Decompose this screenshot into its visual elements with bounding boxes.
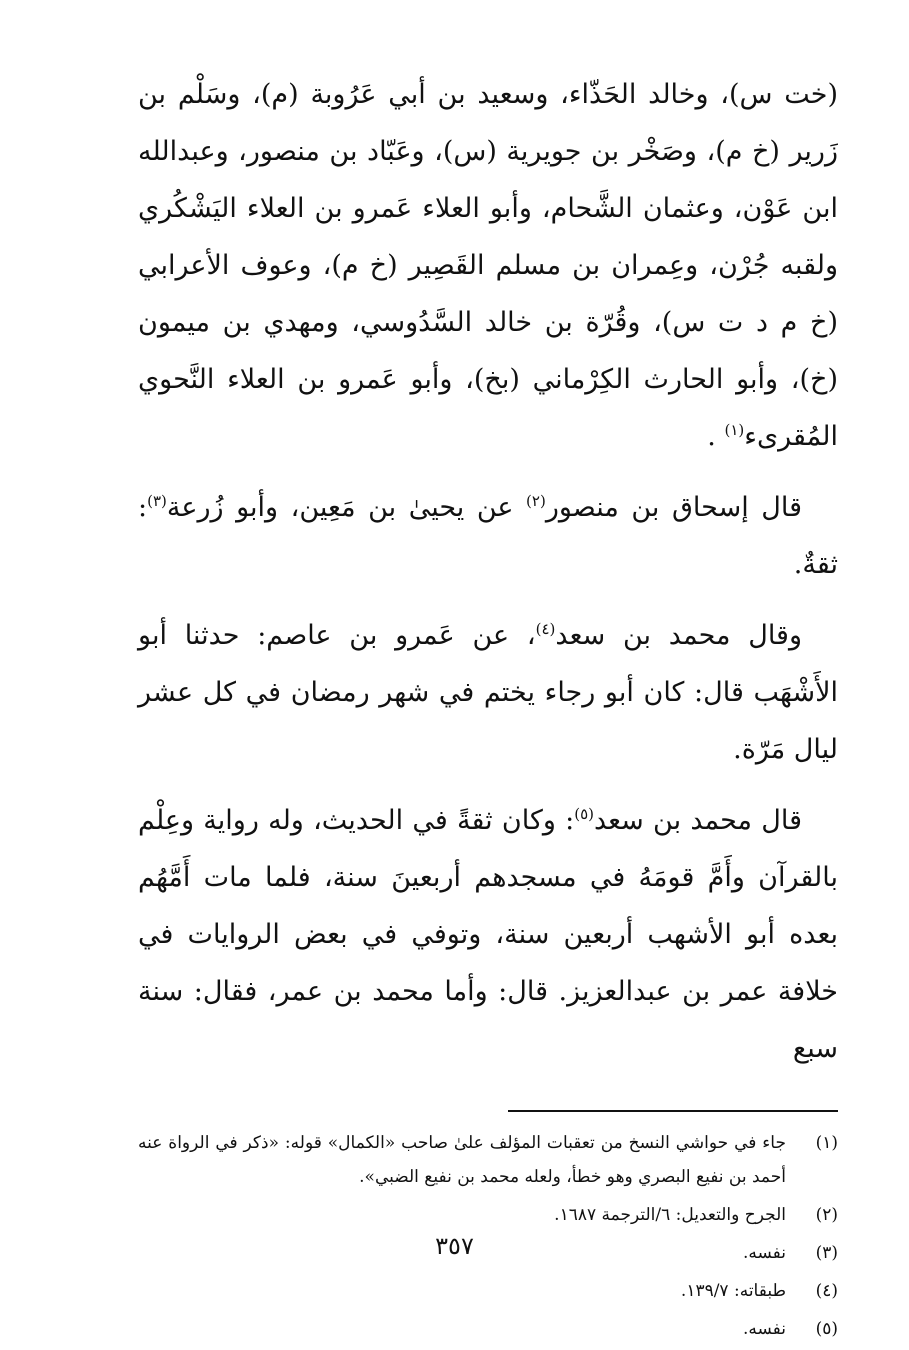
footnote-text: نفسه.: [742, 1319, 786, 1339]
paragraph-text: : وكان ثقةً في الحديث، وله رواية وعِلْم بالقرآن وأَمَّ قومَهُ في مسجدهم أربعينَ سنة، فلما مات أَمَّهُم بعده أبو الأشهب أربعين سنة، وتوفي في بعض الروايات في خلافة عمر بن عبدالعزيز. قال: وأما محمد بن عمر، فقال: سنة سبع: [138, 805, 838, 1064]
footnote-1: [138, 1126, 838, 1194]
footnote-ref-1[interactable]: (١): [724, 421, 745, 439]
footnote-number: (٣): [815, 1243, 838, 1263]
footnote-number: (٥): [815, 1319, 838, 1339]
footnote-4: [138, 1274, 838, 1308]
paragraph-text: (خت س)، وخالد الحَذّاء، وسعيد بن أبي عَرُوبة (م)، وسَلْم بن زَرير (خ م)، وصَخْر بن جويرية (س)، وعَبّاد بن منصور، وعبدالله ابن عَوْن، وعثمان الشَّحام، وأبو العلاء عَمرو بن العلاء اليَشْكُري ولقبه جُرْن، وعِمران بن مسلم القَصِير (خ م)، وعوف الأعرابي (خ م د ت س)، وقُرّة بن خالد السَّدُوسي، ومهدي بن ميمون (خ)، وأبو الحارث الكِرْماني (بخ)، وأبو عَمرو بن العلاء النَّحوي المُقرىء: [138, 79, 838, 452]
footnote-text: الجرح والتعديل: ٦/الترجمة ١٦٨٧.: [554, 1205, 786, 1225]
paragraph-ishaq: [138, 479, 838, 593]
paragraph-ibn-saad-2: [138, 792, 838, 1077]
paragraph-text: : ثقةٌ.: [138, 492, 838, 580]
footnote-text: طبقاته: ١٣٩/٧.: [680, 1281, 786, 1301]
footnote-number: (٤): [815, 1281, 838, 1301]
paragraph-tail: .: [707, 421, 716, 452]
footnote-ref-5[interactable]: (٥): [574, 805, 594, 823]
paragraph-text: قال إسحاق بن منصور: [545, 492, 802, 523]
paragraph-narrators: [138, 66, 838, 465]
paragraph-text: ، عن عَمرو بن عاصم: حدثنا أبو الأَشْهَب قال: كان أبو رجاء يختم في شهر رمضان في كل عشر ليال مَرّة.: [138, 620, 838, 765]
footnote-number: (٢): [815, 1205, 838, 1225]
footnote-text: جاء في حواشي النسخ من تعقبات المؤلف علىٰ صاحب «الكمال» قوله: «ذكر في الرواة عنه أحمد بن نفيع البصري وهو خطأ، ولعله محمد بن نفيع الضبي».: [138, 1133, 786, 1187]
paragraph-text: قال محمد بن سعد: [593, 805, 803, 836]
footnote-text: نفسه.: [742, 1243, 786, 1263]
paragraph-text: عن يحيىٰ بن مَعِين، وأبو زُرعة: [166, 492, 527, 523]
footnote-ref-2[interactable]: (٢): [526, 492, 546, 510]
page-body: [138, 66, 838, 1350]
footnote-separator-wrap: [138, 1077, 838, 1126]
footnote-2: [138, 1198, 838, 1232]
footnote-ref-4[interactable]: (٤): [535, 620, 556, 638]
footnote-ref-3[interactable]: (٣): [147, 492, 167, 510]
footnote-separator: [508, 1110, 838, 1112]
footnote-number: (١): [815, 1133, 838, 1153]
paragraph-text: وقال محمد بن سعد: [555, 620, 802, 651]
page-number: ٣٥٧: [435, 1232, 474, 1260]
footnote-5: [138, 1312, 838, 1346]
paragraph-ibn-saad-1: [138, 607, 838, 778]
